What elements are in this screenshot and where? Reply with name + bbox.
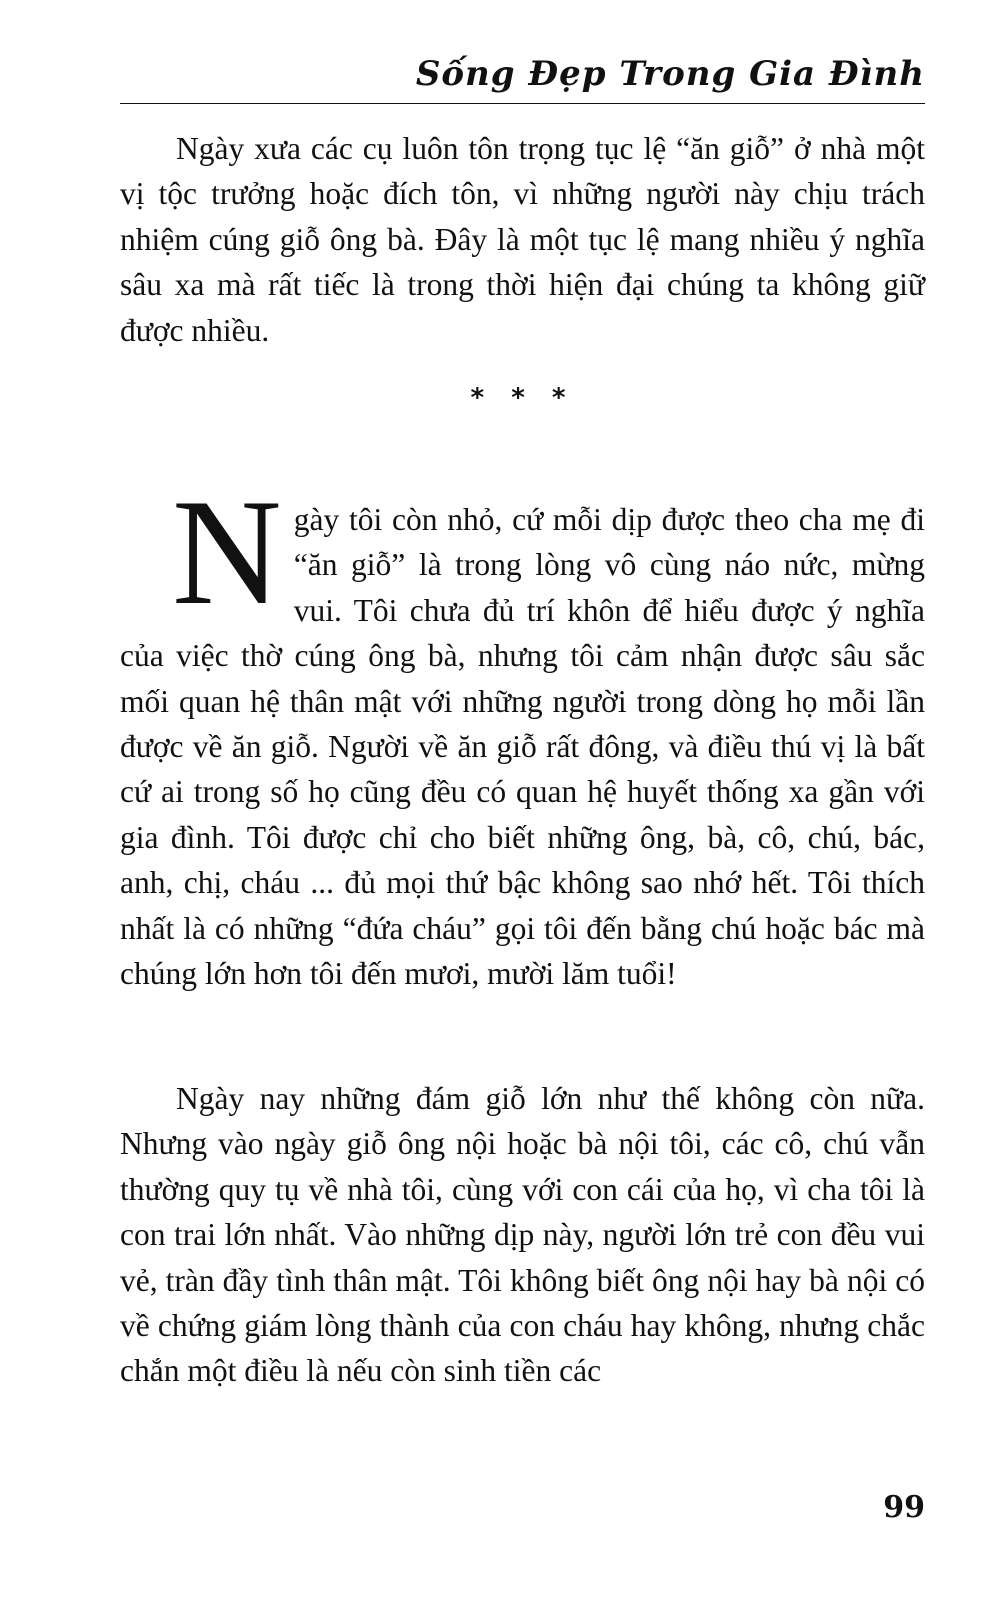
drop-cap-letter: N <box>172 468 282 636</box>
page-number: 99 <box>883 1490 925 1525</box>
paragraph-1: Ngày xưa các cụ luôn tôn trọng tục lệ “ăn giỗ” ở nhà một vị tộc trưởng hoặc đích tôn, vì những người này chịu trách nhiệm cúng giỗ ông bà. Đây là một tục lệ mang nhiều ý nghĩa sâu xa mà rất tiếc là trong thời hiện đại chúng ta không giữ được nhiều. <box>120 131 925 348</box>
running-header-title: Sống Đẹp Trong Gia Đình <box>415 54 925 94</box>
header-divider <box>120 103 925 104</box>
paragraph-3: Ngày nay những đám giỗ lớn như thế không còn nữa. Nhưng vào ngày giỗ ông nội hoặc bà nội tôi, các cô, chú vẫn thường quy tụ về nhà tôi, cùng với con cái của họ, vì cha tôi là con trai lớn nhất. Vào những dịp này, người lớn trẻ con đều vui vẻ, tràn đầy tình thân mật. Tôi không biết ông nội hay bà nội có về chứng giám lòng thành của con cháu hay không, nhưng chắc chắn một điều là nếu còn sinh tiền các <box>120 1081 925 1389</box>
paragraph-2-text: gày tôi còn nhỏ, cứ mỗi dịp được theo cha mẹ đi “ăn giỗ” là trong lòng vô cùng náo nức, mừng vui. Tôi chưa đủ trí khôn để hiểu được ý nghĩa của việc thờ cúng ông bà, nhưng tôi cảm nhận được sâu sắc mối quan hệ thân mật với những người trong dòng họ mỗi lần được về ăn giỗ. Người về ăn giỗ rất đông, và điều thú vị là bất cứ ai trong số họ cũng đều có quan hệ huyết thống xa gần với gia đình. Tôi được chỉ cho biết những ông, bà, cô, chú, bác, anh, chị, cháu ... đủ mọi thứ bậc không sao nhớ hết. Tôi thích nhất là có những “đứa cháu” gọi tôi đến bằng chú hoặc bác mà chúng lớn hơn tôi đến mươi, mười lăm tuổi! <box>120 502 925 992</box>
paragraph-2 <box>120 468 925 996</box>
section-separator: * * * <box>470 383 575 413</box>
